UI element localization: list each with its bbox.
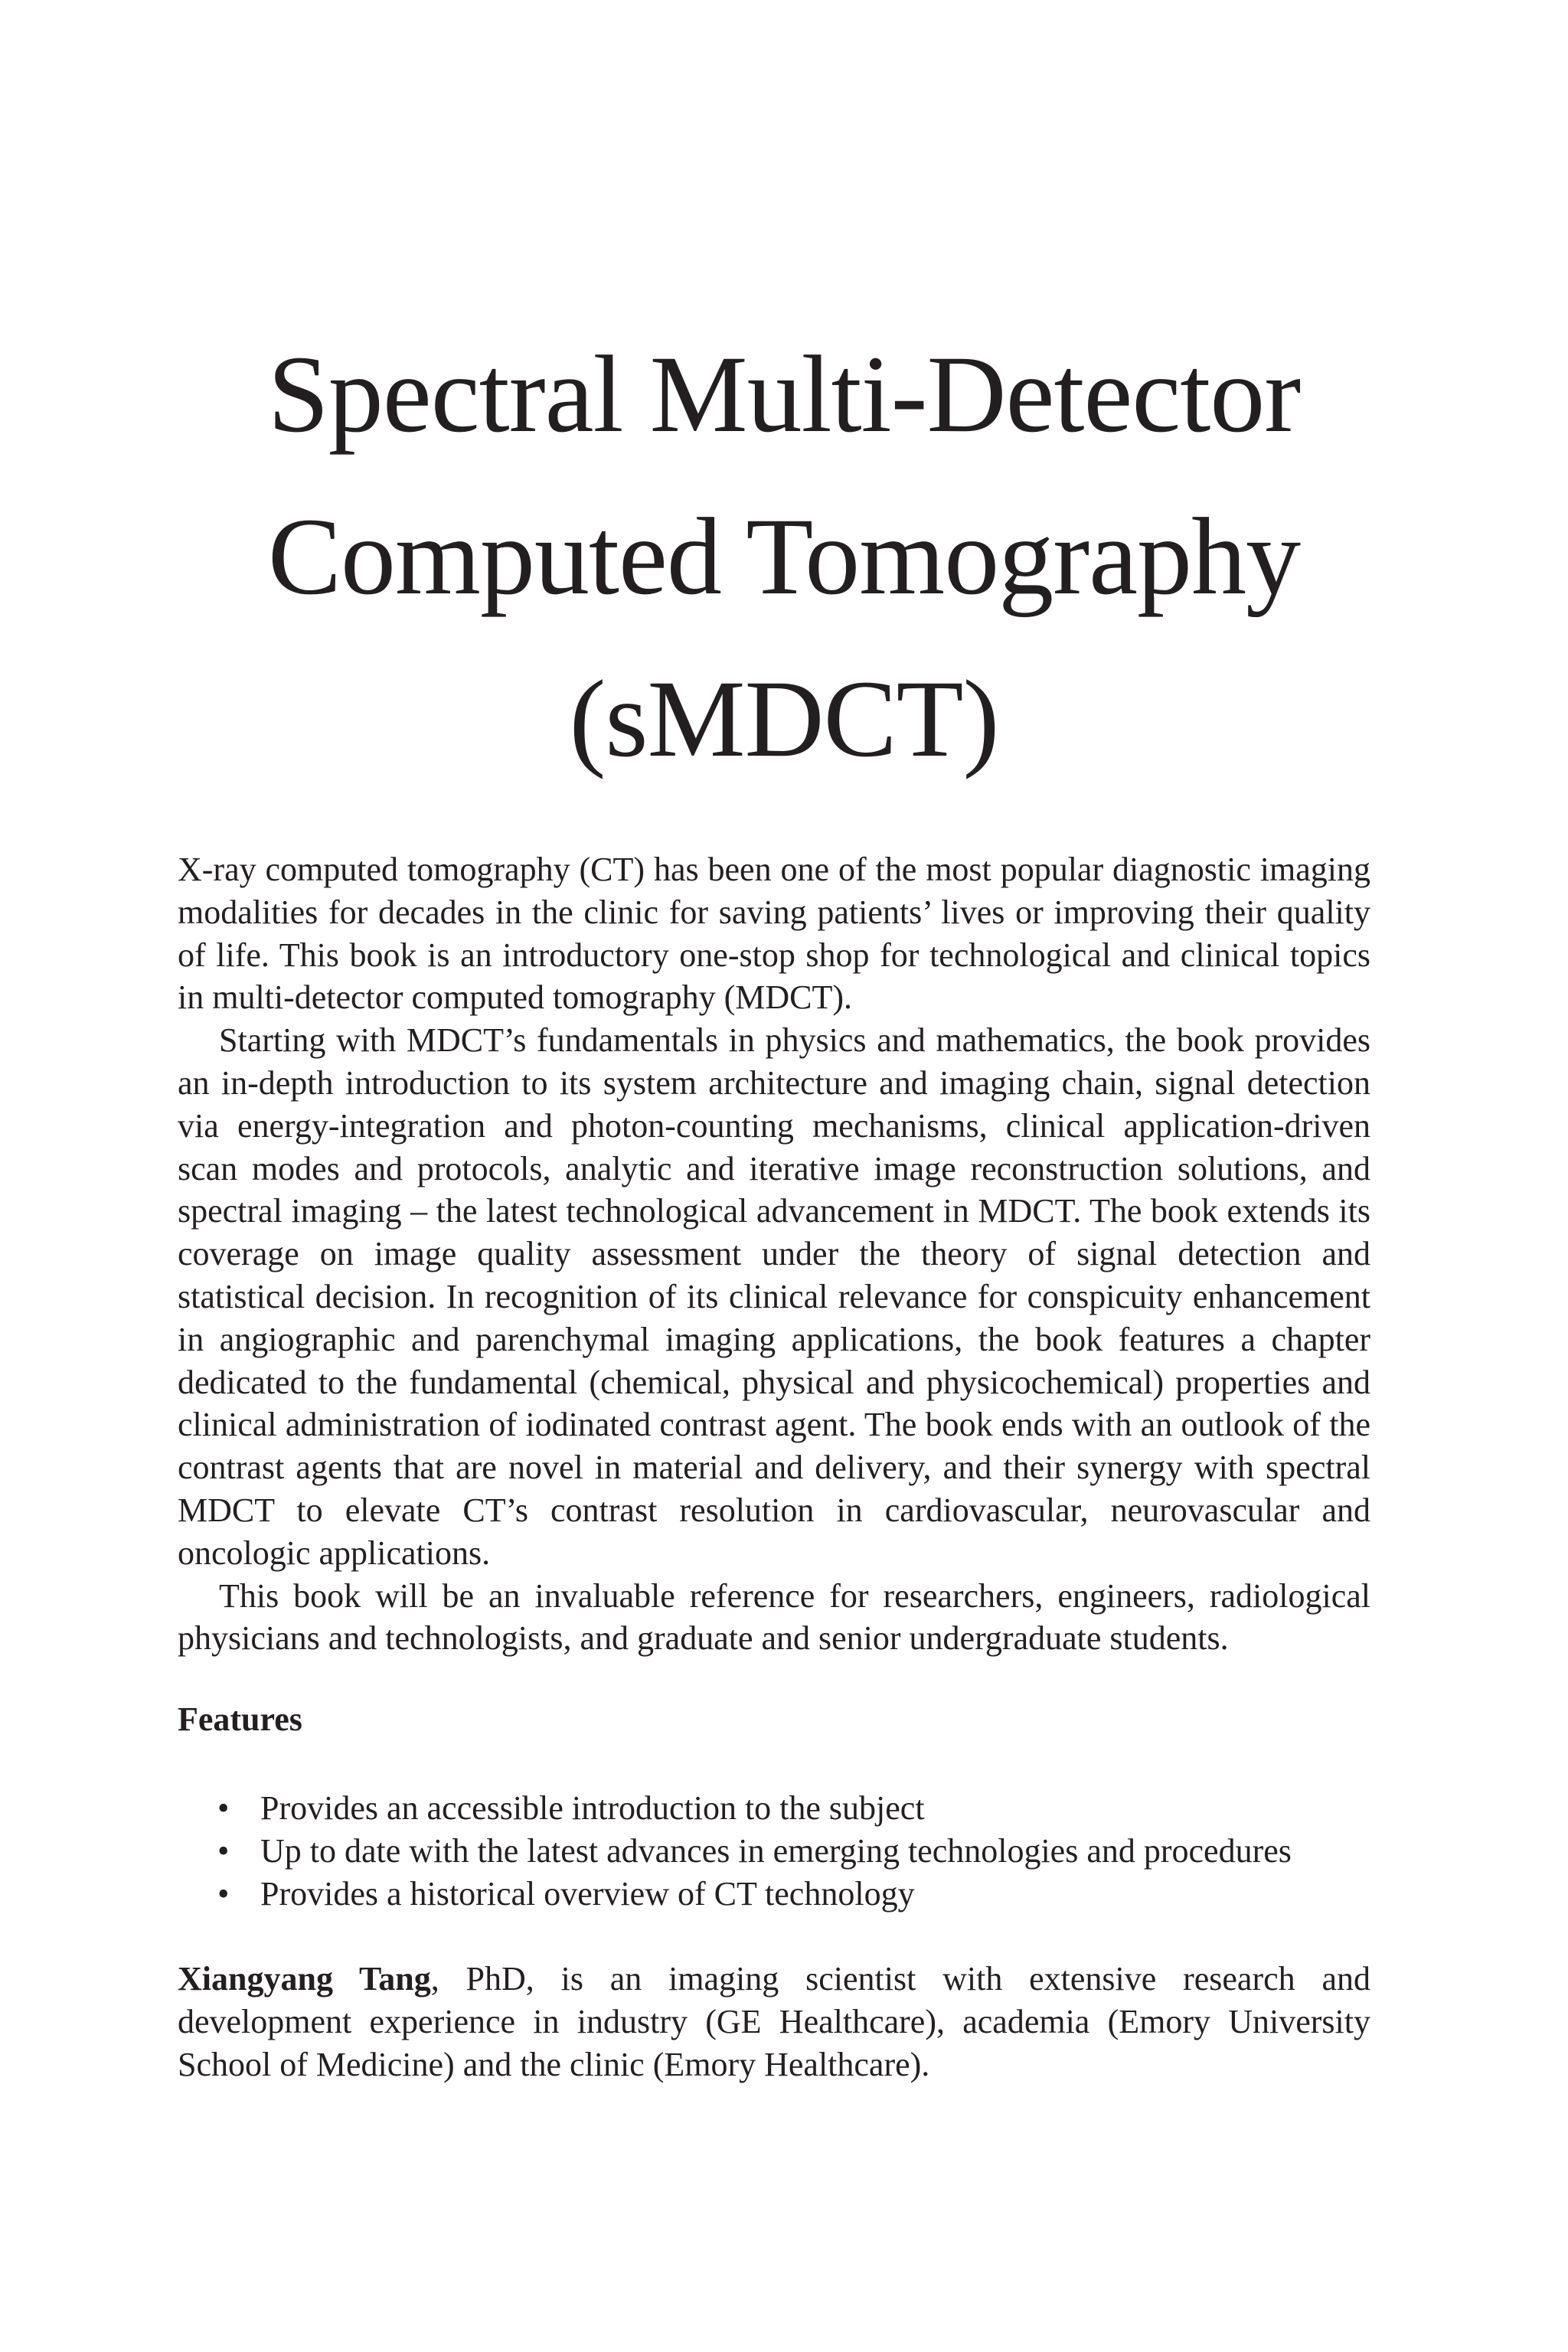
book-title-line: Computed Tomography [267,496,1301,618]
features-heading: Features [178,1700,302,1739]
list-item [178,1873,1370,1916]
bullet-icon: • [217,1874,230,1913]
feature-text: Provides an accessible introduction to the subject [260,1788,925,1827]
description-paragraph: X-ray computed tomography (CT) has been one of the most popular diagnostic imaging modalities for decades in the clinic for saving patients’ lives or improving their quality of life. This book is an introductory one-stop shop for technological and clinical topics in multi-detector computed tomography (MDCT). [178,851,1370,1017]
author-bio [178,1958,1370,2086]
back-cover-text [178,848,1370,2086]
book-title-line: Spectral Multi-Detector [267,334,1301,456]
author-name: Xiangyang Tang [178,1960,431,1998]
author-bio-text: , PhD, is an imaging scientist with extensive research and development experience in industry (GE Healthcare), academia (Emory University School of Medicine) and the clinic (Emory Healthcare). [178,1960,1370,2083]
feature-text: Provides a historical overview of CT technology [260,1874,915,1913]
list-item [178,1787,1370,1830]
features-list [178,1787,1370,1915]
book-title-line: (sMDCT) [569,658,999,780]
book-title [0,314,1568,801]
bullet-icon: • [217,1831,230,1870]
list-item [178,1830,1370,1873]
feature-text: Up to date with the latest advances in emerging technologies and procedures [260,1831,1292,1870]
description-paragraph: Starting with MDCT’s fundamentals in physics and mathematics, the book provides an in-depth introduction to its system architecture and imaging chain, signal detection via energy-integration and photon-counting mechanisms, clinical application-driven scan modes and protocols, analytic and iterative image reconstruction solutions, and spectral imaging – the latest technological advancement in MDCT. The book extends its coverage on image quality assessment under the theory of signal detection and statistical decision. In recognition of its clinical relevance for conspicuity enhancement in angiographic and parenchymal imaging applications, the book features a chapter dedicated to the fundamental (chemical, physical and physicochemical) properties and clinical administration of iodinated contrast agent. The book ends with an outlook of the contrast agents that are novel in material and delivery, and their synergy with spectral MDCT to elevate CT’s contrast resolution in cardiovascular, neurovascular and oncologic applications. [178,1021,1370,1572]
bullet-icon: • [217,1788,230,1827]
description-paragraph: This book will be an invaluable reference for researchers, engineers, radiological physicians and technologists, and graduate and senior undergraduate students. [178,1576,1370,1658]
